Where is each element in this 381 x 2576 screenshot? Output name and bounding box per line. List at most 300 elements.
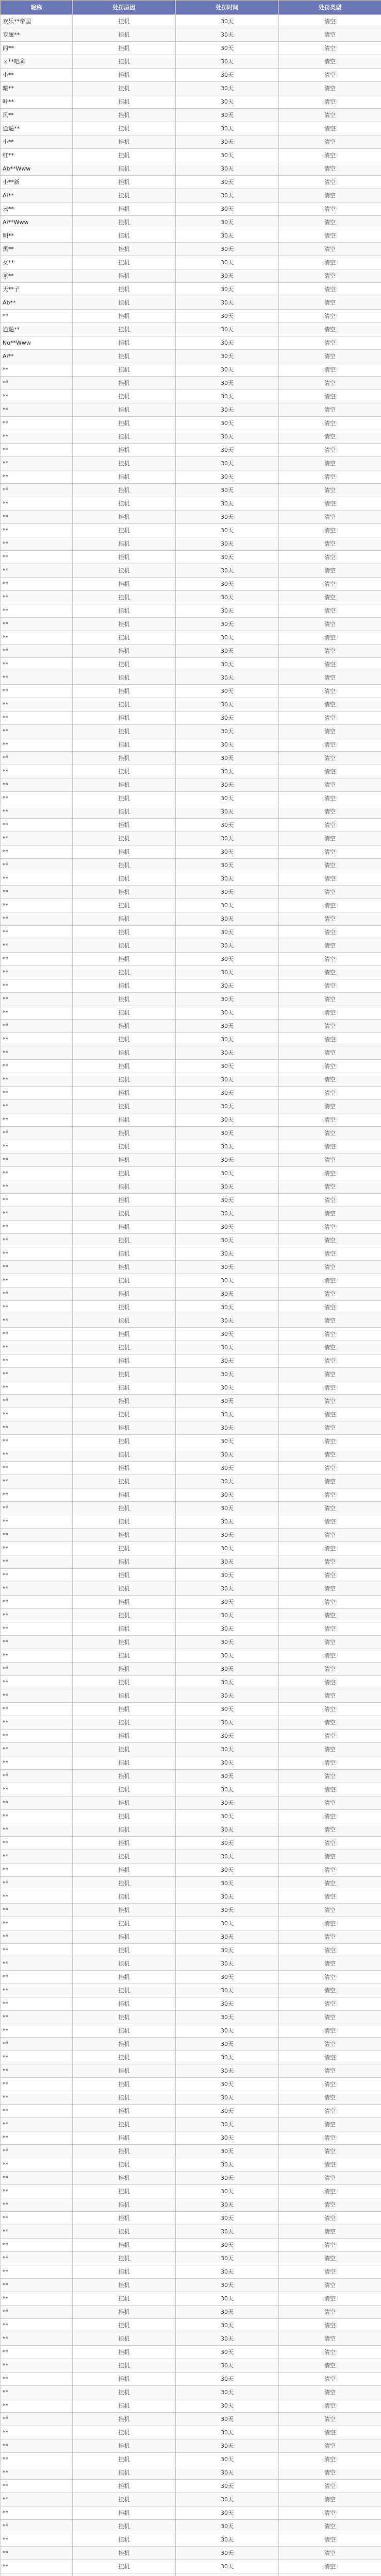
cell-type: 清空 bbox=[279, 859, 381, 872]
cell-nickname: ** bbox=[1, 444, 73, 457]
cell-type: 清空 bbox=[279, 256, 381, 269]
cell-duration: 30天 bbox=[176, 1542, 279, 1555]
table-row bbox=[1, 55, 381, 69]
cell-nickname: ** bbox=[1, 939, 73, 953]
cell-type: 清空 bbox=[279, 2480, 381, 2493]
table-row bbox=[1, 417, 381, 430]
cell-reason: 挂机 bbox=[73, 484, 176, 497]
cell-type: 清空 bbox=[279, 832, 381, 845]
cell-nickname: ** bbox=[1, 1113, 73, 1127]
cell-reason: 挂机 bbox=[73, 1636, 176, 1649]
cell-nickname: ** bbox=[1, 2118, 73, 2131]
table-row bbox=[1, 1448, 381, 1462]
cell-type: 清空 bbox=[279, 2493, 381, 2506]
table-row bbox=[1, 430, 381, 444]
cell-type: 清空 bbox=[279, 1756, 381, 1770]
cell-duration: 30天 bbox=[176, 2212, 279, 2225]
table-row bbox=[1, 2439, 381, 2453]
cell-reason: 挂机 bbox=[73, 711, 176, 725]
cell-duration: 30天 bbox=[176, 1917, 279, 1930]
cell-duration: 30天 bbox=[176, 1890, 279, 1904]
cell-reason: 挂机 bbox=[73, 149, 176, 162]
cell-reason: 挂机 bbox=[73, 953, 176, 966]
cell-reason: 挂机 bbox=[73, 1488, 176, 1502]
cell-duration: 30天 bbox=[176, 1046, 279, 1060]
table-row bbox=[1, 631, 381, 645]
cell-type: 清空 bbox=[279, 685, 381, 698]
cell-duration: 30天 bbox=[176, 2386, 279, 2399]
table-row bbox=[1, 2212, 381, 2225]
cell-duration: 30天 bbox=[176, 2292, 279, 2306]
cell-duration: 30天 bbox=[176, 778, 279, 792]
cell-nickname: ** bbox=[1, 2024, 73, 2038]
table-row bbox=[1, 1984, 381, 1997]
table-row bbox=[1, 2426, 381, 2439]
cell-duration: 30天 bbox=[176, 42, 279, 55]
table-row bbox=[1, 511, 381, 524]
cell-duration: 30天 bbox=[176, 243, 279, 256]
cell-duration: 30天 bbox=[176, 216, 279, 229]
table-row bbox=[1, 444, 381, 457]
cell-type: 清空 bbox=[279, 1850, 381, 1863]
cell-nickname: ** bbox=[1, 1395, 73, 1408]
cell-type: 清空 bbox=[279, 912, 381, 926]
cell-type: 清空 bbox=[279, 618, 381, 631]
cell-duration: 30天 bbox=[176, 2547, 279, 2560]
cell-reason: 挂机 bbox=[73, 738, 176, 752]
cell-nickname: ** bbox=[1, 1368, 73, 1381]
cell-reason: 挂机 bbox=[73, 1703, 176, 1716]
cell-duration: 30天 bbox=[176, 1033, 279, 1046]
cell-reason: 挂机 bbox=[73, 1783, 176, 1797]
cell-duration: 30天 bbox=[176, 2252, 279, 2265]
cell-type: 清空 bbox=[279, 109, 381, 122]
cell-type: 清空 bbox=[279, 1328, 381, 1341]
cell-type bbox=[279, 2573, 381, 2576]
cell-type: 清空 bbox=[279, 2064, 381, 2078]
cell-reason: 挂机 bbox=[73, 1917, 176, 1930]
table-row bbox=[1, 2145, 381, 2158]
cell-type: 清空 bbox=[279, 993, 381, 1006]
table-row bbox=[1, 1917, 381, 1930]
table-row bbox=[1, 1261, 381, 1274]
table-row bbox=[1, 752, 381, 765]
cell-type: 清空 bbox=[279, 2011, 381, 2024]
cell-type: 清空 bbox=[279, 1529, 381, 1542]
cell-type: 清空 bbox=[279, 363, 381, 377]
cell-duration: 30天 bbox=[176, 2064, 279, 2078]
cell-reason: 挂机 bbox=[73, 28, 176, 42]
cell-reason: 挂机 bbox=[73, 2212, 176, 2225]
table-row bbox=[1, 1113, 381, 1127]
cell-nickname: ** bbox=[1, 832, 73, 845]
cell-type: 清空 bbox=[279, 658, 381, 671]
cell-type: 清空 bbox=[279, 979, 381, 993]
cell-type: 清空 bbox=[279, 69, 381, 82]
cell-nickname: ** bbox=[1, 2560, 73, 2573]
cell-type: 清空 bbox=[279, 162, 381, 176]
cell-duration: 30天 bbox=[176, 524, 279, 537]
cell-reason: 挂机 bbox=[73, 350, 176, 363]
cell-reason: 挂机 bbox=[73, 1207, 176, 1221]
cell-nickname: ** bbox=[1, 604, 73, 618]
cell-nickname: ** bbox=[1, 2493, 73, 2506]
table-row bbox=[1, 390, 381, 403]
cell-type: 清空 bbox=[279, 511, 381, 524]
cell-nickname: ** bbox=[1, 1890, 73, 1904]
cell-reason: 挂机 bbox=[73, 604, 176, 618]
cell-type: 清空 bbox=[279, 886, 381, 899]
cell-reason: 挂机 bbox=[73, 1448, 176, 1462]
cell-duration: 30天 bbox=[176, 1502, 279, 1515]
table-row bbox=[1, 2359, 381, 2372]
cell-duration: 30天 bbox=[176, 2480, 279, 2493]
cell-nickname: ** bbox=[1, 2466, 73, 2480]
cell-nickname: ** bbox=[1, 1261, 73, 1274]
cell-duration: 30天 bbox=[176, 2520, 279, 2533]
cell-duration: 30天 bbox=[176, 1984, 279, 1997]
table-row bbox=[1, 685, 381, 698]
table-row bbox=[1, 1006, 381, 1020]
cell-reason: 挂机 bbox=[73, 2038, 176, 2051]
cell-nickname: No**Www bbox=[1, 336, 73, 350]
cell-reason: 挂机 bbox=[73, 2118, 176, 2131]
cell-type: 清空 bbox=[279, 1073, 381, 1087]
cell-reason: 挂机 bbox=[73, 82, 176, 95]
cell-duration: 30天 bbox=[176, 966, 279, 979]
cell-reason: 挂机 bbox=[73, 55, 176, 69]
cell-nickname: ** bbox=[1, 1863, 73, 1877]
cell-nickname: ** bbox=[1, 390, 73, 403]
table-row bbox=[1, 564, 381, 578]
table-row bbox=[1, 966, 381, 979]
cell-nickname: ** bbox=[1, 1596, 73, 1609]
cell-type: 清空 bbox=[279, 1341, 381, 1354]
table-row bbox=[1, 216, 381, 229]
cell-type: 清空 bbox=[279, 1154, 381, 1167]
cell-type: 清空 bbox=[279, 725, 381, 738]
cell-type: 清空 bbox=[279, 1877, 381, 1890]
cell-reason: 挂机 bbox=[73, 1140, 176, 1154]
cell-reason: 挂机 bbox=[73, 1890, 176, 1904]
cell-duration: 30天 bbox=[176, 618, 279, 631]
table-row bbox=[1, 202, 381, 216]
cell-nickname: ** bbox=[1, 698, 73, 711]
cell-type: 清空 bbox=[279, 2359, 381, 2372]
cell-reason: 挂机 bbox=[73, 2145, 176, 2158]
table-row bbox=[1, 912, 381, 926]
cell-reason: 挂机 bbox=[73, 1542, 176, 1555]
cell-nickname: ** bbox=[1, 1703, 73, 1716]
cell-duration: 30天 bbox=[176, 1850, 279, 1863]
cell-duration: 30天 bbox=[176, 1006, 279, 1020]
cell-nickname: ** bbox=[1, 2105, 73, 2118]
cell-type: 清空 bbox=[279, 1515, 381, 1529]
table-row bbox=[1, 2573, 381, 2576]
cell-duration: 30天 bbox=[176, 698, 279, 711]
cell-reason: 挂机 bbox=[73, 176, 176, 189]
table-row bbox=[1, 1944, 381, 1957]
cell-type: 清空 bbox=[279, 296, 381, 310]
cell-duration: 30天 bbox=[176, 1328, 279, 1341]
cell-nickname: ** bbox=[1, 886, 73, 899]
cell-duration: 30天 bbox=[176, 564, 279, 578]
cell-reason: 挂机 bbox=[73, 1127, 176, 1140]
header-duration: 处罚时间 bbox=[176, 1, 279, 15]
cell-nickname: ** bbox=[1, 1997, 73, 2011]
cell-reason: 挂机 bbox=[73, 524, 176, 537]
table-row bbox=[1, 1167, 381, 1180]
cell-duration: 30天 bbox=[176, 886, 279, 899]
cell-nickname: ** bbox=[1, 1408, 73, 1421]
cell-nickname: ** bbox=[1, 2185, 73, 2198]
table-row bbox=[1, 1609, 381, 1622]
cell-duration: 30天 bbox=[176, 845, 279, 859]
table-row bbox=[1, 95, 381, 109]
cell-type: 清空 bbox=[279, 1234, 381, 1247]
cell-reason: 挂机 bbox=[73, 1180, 176, 1194]
cell-type: 清空 bbox=[279, 390, 381, 403]
cell-nickname: ** bbox=[1, 2480, 73, 2493]
cell-nickname: ** bbox=[1, 738, 73, 752]
cell-type: 清空 bbox=[279, 1997, 381, 2011]
cell-type: 清空 bbox=[279, 1127, 381, 1140]
cell-type: 清空 bbox=[279, 752, 381, 765]
cell-nickname: Ai** bbox=[1, 189, 73, 202]
cell-reason: 挂机 bbox=[73, 2279, 176, 2292]
cell-nickname: 小** bbox=[1, 135, 73, 149]
cell-reason: 挂机 bbox=[73, 1944, 176, 1957]
cell-nickname: Ai** bbox=[1, 350, 73, 363]
cell-nickname: ** bbox=[1, 2064, 73, 2078]
table-row bbox=[1, 2466, 381, 2480]
cell-type: 清空 bbox=[279, 2292, 381, 2306]
cell-nickname: ** bbox=[1, 819, 73, 832]
cell-type: 清空 bbox=[279, 1596, 381, 1609]
table-row bbox=[1, 2292, 381, 2306]
header-type: 处罚类型 bbox=[279, 1, 381, 15]
cell-reason: 挂机 bbox=[73, 1475, 176, 1488]
cell-type: 清空 bbox=[279, 1957, 381, 1971]
table-row bbox=[1, 1435, 381, 1448]
cell-reason: 挂机 bbox=[73, 296, 176, 310]
cell-duration: 30天 bbox=[176, 1154, 279, 1167]
cell-type: 清空 bbox=[279, 1689, 381, 1703]
cell-duration: 30天 bbox=[176, 2319, 279, 2332]
cell-reason: 挂机 bbox=[73, 1555, 176, 1569]
cell-nickname: ** bbox=[1, 1636, 73, 1649]
cell-type: 清空 bbox=[279, 1542, 381, 1555]
cell-nickname: ** bbox=[1, 1770, 73, 1783]
cell-nickname: ** bbox=[1, 1930, 73, 1944]
cell-duration: 30天 bbox=[176, 2038, 279, 2051]
cell-reason: 挂机 bbox=[73, 135, 176, 149]
cell-nickname: ** bbox=[1, 2359, 73, 2372]
cell-type: 清空 bbox=[279, 1730, 381, 1743]
cell-nickname: ** bbox=[1, 1797, 73, 1810]
cell-type: 清空 bbox=[279, 1274, 381, 1287]
cell-type: 清空 bbox=[279, 1314, 381, 1328]
cell-duration: 30天 bbox=[176, 979, 279, 993]
cell-type: 清空 bbox=[279, 1475, 381, 1488]
cell-nickname: ** bbox=[1, 1328, 73, 1341]
cell-reason: 挂机 bbox=[73, 1435, 176, 1448]
table-row bbox=[1, 2172, 381, 2185]
cell-duration: 30天 bbox=[176, 899, 279, 912]
cell-reason: 挂机 bbox=[73, 792, 176, 805]
cell-duration: 30天 bbox=[176, 1636, 279, 1649]
cell-reason: 挂机 bbox=[73, 2386, 176, 2399]
table-row bbox=[1, 2453, 381, 2466]
cell-type: 清空 bbox=[279, 1609, 381, 1622]
table-row bbox=[1, 1341, 381, 1354]
table-row bbox=[1, 2560, 381, 2573]
cell-duration: 30天 bbox=[176, 444, 279, 457]
cell-type: 清空 bbox=[279, 2239, 381, 2252]
table-row bbox=[1, 2051, 381, 2064]
cell-reason bbox=[73, 2573, 176, 2576]
cell-type: 清空 bbox=[279, 1381, 381, 1395]
cell-reason: 挂机 bbox=[73, 2480, 176, 2493]
cell-reason: 挂机 bbox=[73, 2265, 176, 2279]
table-row bbox=[1, 28, 381, 42]
cell-nickname: ** bbox=[1, 1087, 73, 1100]
table-row bbox=[1, 1663, 381, 1676]
cell-reason: 挂机 bbox=[73, 1596, 176, 1609]
cell-reason: 挂机 bbox=[73, 2198, 176, 2212]
table-row bbox=[1, 2185, 381, 2198]
cell-type: 清空 bbox=[279, 2078, 381, 2091]
cell-duration: 30天 bbox=[176, 2506, 279, 2520]
cell-type: 清空 bbox=[279, 2319, 381, 2332]
cell-nickname: Ai**Www bbox=[1, 216, 73, 229]
cell-nickname: 云** bbox=[1, 202, 73, 216]
cell-duration: 30天 bbox=[176, 1140, 279, 1154]
cell-nickname: ** bbox=[1, 645, 73, 658]
cell-nickname: ** bbox=[1, 470, 73, 484]
cell-duration: 30天 bbox=[176, 1756, 279, 1770]
cell-duration: 30天 bbox=[176, 1475, 279, 1488]
cell-reason: 挂机 bbox=[73, 685, 176, 698]
table-row bbox=[1, 2386, 381, 2399]
cell-type: 清空 bbox=[279, 122, 381, 135]
cell-reason: 挂机 bbox=[73, 872, 176, 886]
cell-nickname: ** bbox=[1, 2212, 73, 2225]
table-row bbox=[1, 189, 381, 202]
cell-type: 清空 bbox=[279, 966, 381, 979]
table-row bbox=[1, 2239, 381, 2252]
cell-duration: 30天 bbox=[176, 2453, 279, 2466]
cell-reason: 挂机 bbox=[73, 1020, 176, 1033]
cell-reason: 挂机 bbox=[73, 1421, 176, 1435]
cell-reason: 挂机 bbox=[73, 993, 176, 1006]
table-row bbox=[1, 1180, 381, 1194]
cell-type: 清空 bbox=[279, 899, 381, 912]
cell-type: 清空 bbox=[279, 2172, 381, 2185]
table-row bbox=[1, 2493, 381, 2506]
cell-type: 清空 bbox=[279, 1087, 381, 1100]
cell-nickname: ** bbox=[1, 2252, 73, 2265]
cell-type: 清空 bbox=[279, 2198, 381, 2212]
cell-nickname: ** bbox=[1, 2158, 73, 2172]
table-row bbox=[1, 283, 381, 296]
table-row bbox=[1, 1582, 381, 1596]
cell-duration: 30天 bbox=[176, 1930, 279, 1944]
cell-type: 清空 bbox=[279, 819, 381, 832]
table-row bbox=[1, 1207, 381, 1221]
cell-reason: 挂机 bbox=[73, 819, 176, 832]
cell-type: 清空 bbox=[279, 1555, 381, 1569]
cell-reason: 挂机 bbox=[73, 2560, 176, 2573]
table-row bbox=[1, 2118, 381, 2131]
cell-type: 清空 bbox=[279, 1020, 381, 1033]
table-row bbox=[1, 2038, 381, 2051]
cell-type: 清空 bbox=[279, 671, 381, 685]
cell-nickname: ** bbox=[1, 1917, 73, 1930]
cell-type: 清空 bbox=[279, 2024, 381, 2038]
cell-nickname: ** bbox=[1, 859, 73, 872]
table-row bbox=[1, 1930, 381, 1944]
cell-reason: 挂机 bbox=[73, 1663, 176, 1676]
cell-reason: 挂机 bbox=[73, 2252, 176, 2265]
cell-duration: 30天 bbox=[176, 631, 279, 645]
table-row bbox=[1, 886, 381, 899]
cell-duration: 30天 bbox=[176, 1716, 279, 1730]
table-row bbox=[1, 1073, 381, 1087]
table-row bbox=[1, 2198, 381, 2212]
cell-duration: 30天 bbox=[176, 671, 279, 685]
cell-type: 清空 bbox=[279, 1462, 381, 1475]
cell-reason: 挂机 bbox=[73, 1649, 176, 1663]
cell-nickname: ** bbox=[1, 2172, 73, 2185]
cell-type: 清空 bbox=[279, 323, 381, 336]
table-row bbox=[1, 765, 381, 778]
cell-nickname: 天**子 bbox=[1, 283, 73, 296]
table-row bbox=[1, 939, 381, 953]
cell-reason: 挂机 bbox=[73, 310, 176, 323]
cell-duration: 30天 bbox=[176, 122, 279, 135]
cell-reason: 挂机 bbox=[73, 1730, 176, 1743]
table-row bbox=[1, 484, 381, 497]
table-row bbox=[1, 2078, 381, 2091]
cell-nickname: 欢乐**帝国 bbox=[1, 15, 73, 28]
table-row bbox=[1, 109, 381, 122]
cell-type: 清空 bbox=[279, 2212, 381, 2225]
table-row bbox=[1, 1904, 381, 1917]
cell-reason: 挂机 bbox=[73, 363, 176, 377]
table-row bbox=[1, 899, 381, 912]
cell-nickname: ** bbox=[1, 2011, 73, 2024]
cell-type: 清空 bbox=[279, 42, 381, 55]
table-row bbox=[1, 845, 381, 859]
cell-nickname: ** bbox=[1, 1716, 73, 1730]
cell-nickname: ** bbox=[1, 2145, 73, 2158]
cell-reason: 挂机 bbox=[73, 69, 176, 82]
cell-duration: 30天 bbox=[176, 1448, 279, 1462]
table-row bbox=[1, 537, 381, 551]
cell-nickname: ** bbox=[1, 1154, 73, 1167]
cell-type: 清空 bbox=[279, 1984, 381, 1997]
cell-nickname: ** bbox=[1, 1488, 73, 1502]
cell-type: 清空 bbox=[279, 1167, 381, 1180]
cell-duration: 30天 bbox=[176, 2332, 279, 2346]
cell-reason: 挂机 bbox=[73, 2399, 176, 2413]
table-row bbox=[1, 1274, 381, 1287]
cell-type: 清空 bbox=[279, 711, 381, 725]
cell-type: 清空 bbox=[279, 2466, 381, 2480]
cell-duration: 30天 bbox=[176, 377, 279, 390]
cell-nickname: ** bbox=[1, 2091, 73, 2105]
